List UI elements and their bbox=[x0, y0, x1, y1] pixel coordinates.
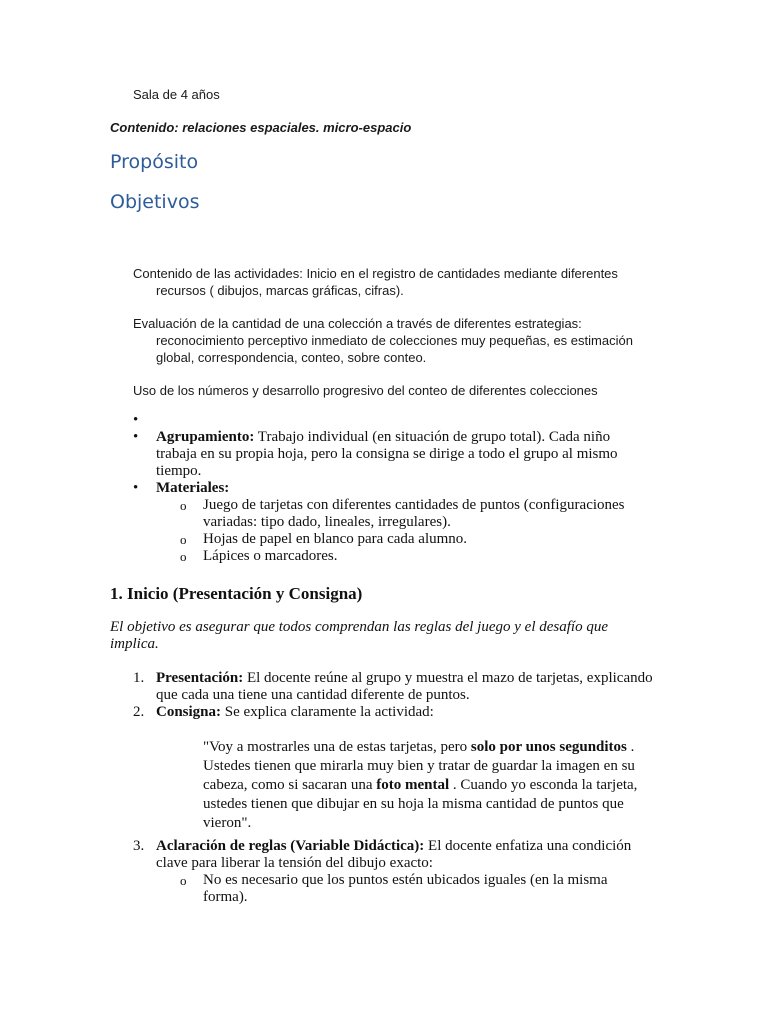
material-text: Juego de tarjetas con diferentes cantidades de puntos (configuraciones variadas: tipo dado, lineales, irregulares). bbox=[203, 497, 625, 530]
list-item-presentacion bbox=[133, 670, 653, 704]
heading-proposito: Propósito bbox=[110, 151, 199, 173]
rule-text: No es necesario que los puntos estén ubicados iguales (en la misma forma). bbox=[203, 872, 608, 905]
sub-list-item bbox=[133, 531, 653, 548]
circle-bullet-icon: o bbox=[180, 873, 187, 888]
bullet-icon: • bbox=[133, 429, 139, 445]
bullet-icon: • bbox=[133, 480, 139, 496]
circle-bullet-icon: o bbox=[180, 498, 187, 513]
paragraph-line: Evaluación de la cantidad de una colección a través de diferentes estrategias: bbox=[133, 316, 582, 331]
step-number: 3. bbox=[133, 838, 145, 854]
step-text: El docente reúne al grupo y muestra el mazo de tarjetas, explicando que cada una tiene una cantidad diferente de puntos. bbox=[156, 670, 653, 703]
list-item-aclaracion bbox=[133, 838, 653, 872]
consigna-quote bbox=[203, 738, 655, 833]
material-text: Lápices o marcadores. bbox=[203, 548, 338, 564]
paragraph-evaluacion bbox=[133, 315, 653, 366]
step-text: Se explica claramente la actividad: bbox=[221, 704, 434, 720]
sub-list-item bbox=[133, 548, 653, 565]
list-item-agrupamiento bbox=[133, 429, 653, 480]
quote-text: . Ustedes tienen que mirarla muy bien y tratar de guardar la imagen en su cabeza, como si sacaran una bbox=[203, 739, 635, 793]
list-item-materiales bbox=[133, 480, 653, 497]
grade-label: Sala de 4 años bbox=[133, 87, 220, 102]
paragraph-line: global, correspondencia, conteo, sobre conteo. bbox=[156, 350, 427, 365]
circle-bullet-icon: o bbox=[180, 549, 187, 564]
step-number: 2. bbox=[133, 704, 145, 720]
agrupamiento-label: Agrupamiento: bbox=[156, 429, 255, 445]
materiales-label: Materiales: bbox=[156, 480, 230, 496]
content-subtitle: Contenido: relaciones espaciales. micro-espacio bbox=[110, 120, 412, 135]
paragraph-line: recursos ( dibujos, marcas gráficas, cifras). bbox=[156, 283, 404, 298]
paragraph-line: reconocimiento perceptivo inmediato de colecciones muy pequeñas, es estimación bbox=[156, 333, 633, 348]
paragraph-uso-numeros: Uso de los números y desarrollo progresivo del conteo de diferentes colecciones bbox=[133, 383, 598, 398]
step-label: Aclaración de reglas (Variable Didáctica): bbox=[156, 838, 425, 854]
step-text: El docente enfatiza una condición clave para liberar la tensión del dibujo exacto: bbox=[156, 838, 632, 871]
step-number: 1. bbox=[133, 670, 145, 686]
step-label: Consigna: bbox=[156, 704, 222, 720]
material-text: Hojas de papel en blanco para cada alumno. bbox=[203, 531, 468, 547]
section-heading-inicio: 1. Inicio (Presentación y Consigna) bbox=[110, 584, 363, 603]
step-label: Presentación: bbox=[156, 670, 244, 686]
paragraph-contenido-actividades bbox=[133, 265, 653, 299]
circle-bullet-icon: o bbox=[180, 532, 187, 547]
numbered-list bbox=[133, 670, 653, 721]
sub-list-item bbox=[133, 872, 653, 906]
agrupamiento-text: Trabajo individual (en situación de grupo total). Cada niño trabaja en su propia hoja, pero la consigna se dirige a todo el grupo al mismo tiempo. bbox=[156, 429, 618, 479]
bullet-list bbox=[133, 412, 653, 565]
paragraph-line: Contenido de las actividades: Inicio en el registro de cantidades mediante diferentes bbox=[133, 266, 618, 281]
list-item-consigna bbox=[133, 704, 653, 721]
quote-text: . Cuando yo esconda la tarjeta, ustedes tienen que dibujar en su hoja la misma cantidad de puntos que vieron". bbox=[203, 777, 638, 831]
quote-text: "Voy a mostrarles una de estas tarjetas, pero bbox=[203, 739, 471, 755]
list-item-empty bbox=[133, 412, 653, 429]
sub-list-item bbox=[133, 497, 653, 531]
quote-emphasis: foto mental bbox=[376, 777, 450, 793]
heading-objetivos: Objetivos bbox=[110, 191, 200, 213]
quote-emphasis: solo por unos segunditos bbox=[470, 739, 627, 755]
bullet-icon: • bbox=[133, 412, 139, 428]
section-objective: El objetivo es asegurar que todos comprendan las reglas del juego y el desafío que implica. bbox=[110, 619, 608, 652]
numbered-list-continued bbox=[133, 838, 653, 906]
